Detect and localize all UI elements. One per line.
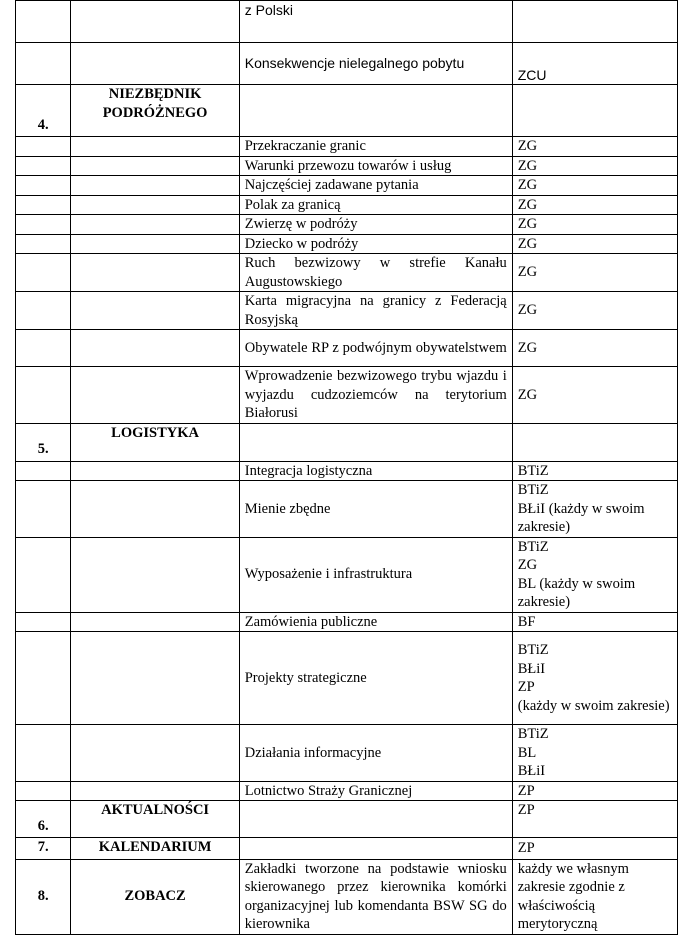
responsible-unit: BL (każdy w swoim zakresie): [517, 575, 636, 610]
item-name: [239, 423, 512, 461]
section-name: AKTUALNOŚCI: [71, 801, 239, 838]
table-row: [16, 838, 678, 860]
responsible-unit: ZG: [517, 302, 538, 319]
responsible-units: [512, 254, 677, 292]
item-name: Wprowadzenie bezwizowego trybu wjazdu i wyjazdu cudzoziemców na terytorium Białorusi: [239, 367, 512, 424]
responsible-unit: BTiZ: [517, 482, 549, 498]
table-row: [16, 176, 678, 196]
responsible-unit: każdy we własnym zakresie zgodnie z właściwością merytoryczną: [517, 860, 629, 932]
item-name: Wyposażenie i infrastruktura: [239, 537, 512, 612]
responsible-unit: BTiZ: [517, 462, 549, 479]
row-number: [16, 215, 71, 235]
responsible-unit: BŁiI: [517, 763, 546, 779]
section-name: [71, 215, 239, 235]
item-name: Najczęściej zadawane pytania: [239, 176, 512, 196]
responsible-units: [512, 215, 677, 235]
responsible-unit: ZG: [517, 264, 538, 281]
row-number: [16, 632, 71, 725]
section-name: [71, 43, 239, 85]
table-row: [16, 481, 678, 538]
row-number: [16, 176, 71, 196]
responsible-unit: BF: [517, 613, 536, 630]
responsible-units: [512, 632, 677, 725]
responsible-unit: ZP: [517, 802, 535, 818]
section-name: [71, 725, 239, 782]
responsible-unit: ZG: [517, 339, 538, 356]
table-row: [16, 137, 678, 157]
section-name: [71, 292, 239, 330]
row-number: [16, 612, 71, 632]
responsible-units: [512, 481, 677, 538]
table-row: [16, 43, 678, 85]
row-number: [16, 254, 71, 292]
section-name: [71, 195, 239, 215]
responsible-units: [512, 781, 677, 801]
responsible-units: [512, 156, 677, 176]
responsible-units: [512, 176, 677, 196]
section-name: LOGISTYKA: [71, 423, 239, 461]
responsible-unit: ZP: [517, 840, 535, 856]
responsible-units: [512, 367, 677, 424]
responsible-unit: ZG: [517, 216, 538, 232]
responsible-unit: ZP: [517, 679, 535, 695]
item-name: Działania informacyjne: [239, 725, 512, 782]
responsible-unit: BL: [517, 744, 537, 761]
table-row: [16, 234, 678, 254]
section-name: [71, 137, 239, 157]
row-number: 8.: [16, 859, 71, 934]
row-number: [16, 537, 71, 612]
responsible-unit: ZG: [517, 557, 538, 573]
row-number: [16, 330, 71, 367]
row-number: 4.: [16, 85, 71, 137]
section-name: [71, 481, 239, 538]
table-row: [16, 156, 678, 176]
responsible-unit: (każdy w swoim zakresie): [517, 697, 670, 714]
table-row: [16, 461, 678, 481]
responsible-units: [512, 838, 677, 860]
table-row: [16, 215, 678, 235]
responsible-units: [512, 859, 677, 934]
responsible-units: [512, 1, 677, 43]
item-name: z Polski: [239, 1, 512, 43]
table-row: [16, 725, 678, 782]
table-row: [16, 292, 678, 330]
responsible-units: [512, 195, 677, 215]
section-name: [71, 330, 239, 367]
item-name: [239, 801, 512, 838]
item-name: Dziecko w podróży: [239, 234, 512, 254]
responsible-units: [512, 423, 677, 461]
item-name: [239, 85, 512, 137]
responsible-units: [512, 612, 677, 632]
section-name: NIEZBĘDNIK PODRÓŻNEGO: [71, 85, 239, 137]
row-number: [16, 156, 71, 176]
section-name: ZOBACZ: [71, 859, 239, 934]
table-row: [16, 1, 678, 43]
section-name: [71, 537, 239, 612]
item-name: Polak za granicą: [239, 195, 512, 215]
responsible-units: [512, 461, 677, 481]
row-number: [16, 781, 71, 801]
row-number: [16, 367, 71, 424]
table-row: [16, 254, 678, 292]
item-name: Konsekwencje nielegalnego pobytu: [239, 43, 512, 85]
row-number: 5.: [16, 423, 71, 461]
row-number: [16, 43, 71, 85]
table-row: [16, 632, 678, 725]
item-name: Zwierzę w podróży: [239, 215, 512, 235]
table-row: [16, 330, 678, 367]
item-name: Warunki przewozu towarów i usług: [239, 156, 512, 176]
responsible-unit: BTiZ: [517, 538, 549, 555]
responsible-units: [512, 725, 677, 782]
item-name: Lotnictwo Straży Granicznej: [239, 781, 512, 801]
row-number: [16, 195, 71, 215]
item-name: Integracja logistyczna: [239, 461, 512, 481]
responsible-units: [512, 801, 677, 838]
responsible-units: [512, 292, 677, 330]
responsible-unit: ZG: [517, 138, 538, 154]
item-name: Mienie zbędne: [239, 481, 512, 538]
item-name: [239, 838, 512, 860]
item-name: Zamówienia publiczne: [239, 612, 512, 632]
responsible-units: [512, 43, 677, 85]
section-name: [71, 234, 239, 254]
section-name: [71, 367, 239, 424]
responsible-units: [512, 234, 677, 254]
table-row: [16, 85, 678, 137]
responsible-unit: ZG: [517, 196, 538, 213]
responsible-unit: BŁiI: [517, 660, 546, 677]
table-row: [16, 801, 678, 838]
row-number: [16, 292, 71, 330]
responsible-unit: ZCU: [517, 66, 547, 83]
responsible-unit: ZG: [517, 386, 538, 403]
row-number: [16, 234, 71, 254]
row-number: 6.: [16, 801, 71, 838]
section-name: [71, 781, 239, 801]
row-number: [16, 1, 71, 43]
row-number: [16, 725, 71, 782]
responsible-units: [512, 85, 677, 137]
row-number: [16, 481, 71, 538]
item-name: Karta migracyjna na granicy z Federacją Rosyjską: [239, 292, 512, 330]
item-name: Obywatele RP z podwójnym obywatelstwem: [239, 330, 512, 367]
table-row: [16, 537, 678, 612]
section-name: [71, 156, 239, 176]
responsible-unit: ZP: [517, 782, 535, 799]
row-number: [16, 461, 71, 481]
responsible-units: [512, 537, 677, 612]
item-name: Przekraczanie granic: [239, 137, 512, 157]
item-name: Ruch bezwizowy w strefie Kanału Augustowskiego: [239, 254, 512, 292]
responsible-units: [512, 330, 677, 367]
responsible-unit: ZG: [517, 235, 538, 252]
row-number: [16, 137, 71, 157]
row-number: 7.: [16, 838, 71, 860]
section-name: [71, 1, 239, 43]
responsible-unit: BŁiI (każdy w swoim zakresie): [517, 500, 645, 535]
item-name: Zakładki tworzone na podstawie wniosku skierowanego przez kierownika komórki organizacyjnej lub komendanta BSW SG do kierownika: [239, 859, 512, 934]
responsible-unit: BTiZ: [517, 642, 549, 658]
responsible-unit: ZG: [517, 177, 538, 193]
responsible-units: [512, 137, 677, 157]
item-name: Projekty strategiczne: [239, 632, 512, 725]
section-name: KALENDARIUM: [71, 838, 239, 860]
table-row: [16, 859, 678, 934]
section-name: [71, 176, 239, 196]
table-row: [16, 195, 678, 215]
table-row: [16, 423, 678, 461]
responsible-unit: BTiZ: [517, 726, 549, 742]
section-name: [71, 461, 239, 481]
responsible-unit: ZG: [517, 157, 538, 174]
section-name: [71, 612, 239, 632]
responsibility-table: [15, 0, 678, 935]
section-name: [71, 632, 239, 725]
section-name: [71, 254, 239, 292]
table-row: [16, 367, 678, 424]
table-row: [16, 612, 678, 632]
table-row: [16, 781, 678, 801]
